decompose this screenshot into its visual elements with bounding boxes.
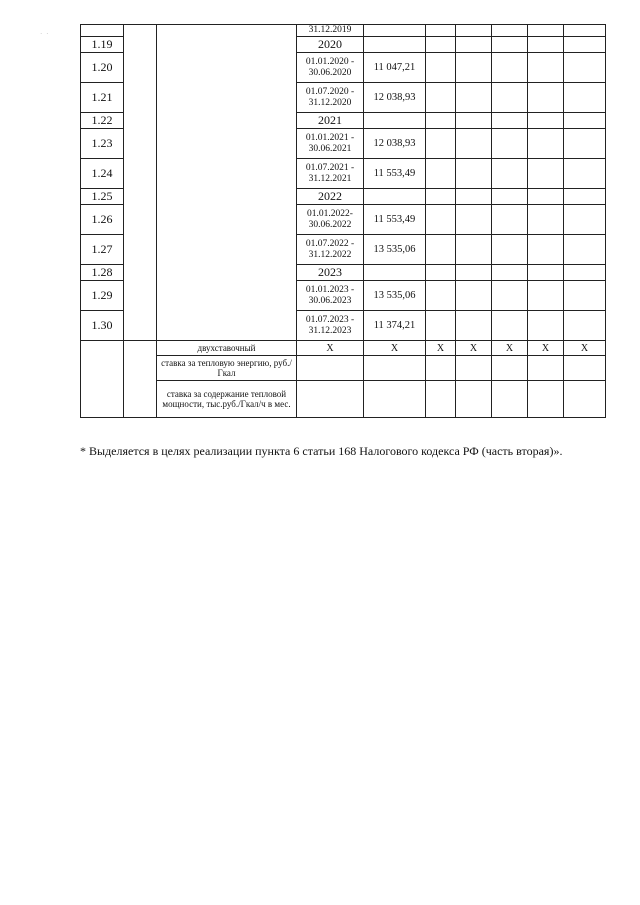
empty-cell <box>81 341 124 418</box>
empty-cell <box>564 189 606 205</box>
empty-cell <box>456 235 492 265</box>
empty-cell <box>492 265 528 281</box>
x-mark: X <box>426 341 456 356</box>
value-cell <box>364 37 426 53</box>
empty-cell <box>492 25 528 37</box>
value-cell: 11 553,49 <box>364 205 426 235</box>
empty-cell <box>456 311 492 341</box>
empty-cell <box>528 129 564 159</box>
footnote: * Выделяется в целях реализации пункта 6 статьи 168 Налогового кодекса РФ (часть вторая)». <box>80 444 563 458</box>
empty-cell <box>492 159 528 189</box>
x-mark: X <box>564 341 606 356</box>
period-cell: 01.01.2021 - 30.06.2021 <box>297 129 364 159</box>
empty-cell <box>492 189 528 205</box>
empty-cell <box>492 311 528 341</box>
empty-cell <box>456 53 492 83</box>
empty-cell <box>528 356 564 381</box>
empty-cell <box>528 113 564 129</box>
row-number: 1.21 <box>81 83 124 113</box>
row-number: 1.23 <box>81 129 124 159</box>
empty-cell <box>564 129 606 159</box>
empty-cell <box>456 129 492 159</box>
empty-cell <box>492 205 528 235</box>
empty-cell <box>492 53 528 83</box>
empty-cell <box>528 37 564 53</box>
period-cell: 01.01.2022- 30.06.2022 <box>297 205 364 235</box>
x-mark: X <box>297 341 364 356</box>
empty-cell <box>564 356 606 381</box>
empty-cell <box>426 83 456 113</box>
empty-cell <box>528 235 564 265</box>
x-mark: X <box>364 341 426 356</box>
empty-cell <box>426 129 456 159</box>
empty-cell <box>426 265 456 281</box>
value-cell: 13 535,06 <box>364 235 426 265</box>
empty-cell <box>456 356 492 381</box>
row-number: 1.30 <box>81 311 124 341</box>
x-mark: X <box>492 341 528 356</box>
row-number: 1.20 <box>81 53 124 83</box>
value-cell: 11 553,49 <box>364 159 426 189</box>
empty-cell <box>456 159 492 189</box>
empty-cell <box>426 37 456 53</box>
empty-cell <box>297 356 364 381</box>
empty-cell <box>528 265 564 281</box>
empty-cell <box>456 25 492 37</box>
period-cell: 01.01.2020 - 30.06.2020 <box>297 53 364 83</box>
value-cell <box>364 113 426 129</box>
empty-cell <box>456 381 492 418</box>
row-number: 1.27 <box>81 235 124 265</box>
empty-cell <box>456 281 492 311</box>
empty-cell <box>564 311 606 341</box>
rate-energy-label: ставка за тепловую энергию, руб./Гкал <box>157 356 297 381</box>
row-number: 1.29 <box>81 281 124 311</box>
empty-cell <box>492 281 528 311</box>
empty-cell <box>528 83 564 113</box>
two-rate-label: двухставочный <box>157 341 297 356</box>
value-cell: 11 047,21 <box>364 53 426 83</box>
period-cell: 01.07.2022 - 31.12.2022 <box>297 235 364 265</box>
empty-cell <box>528 53 564 83</box>
row-number: 1.22 <box>81 113 124 129</box>
empty-cell <box>528 159 564 189</box>
value-cell: 11 374,21 <box>364 311 426 341</box>
empty-cell <box>426 205 456 235</box>
tariff-table <box>80 24 606 418</box>
empty-cell <box>564 83 606 113</box>
value-cell <box>364 189 426 205</box>
empty-cell <box>492 381 528 418</box>
empty-cell <box>528 205 564 235</box>
empty-cell <box>564 113 606 129</box>
empty-cell <box>426 381 456 418</box>
empty-cell <box>564 37 606 53</box>
period-cell: 01.07.2020 - 31.12.2020 <box>297 83 364 113</box>
empty-cell <box>426 53 456 83</box>
empty-cell <box>564 159 606 189</box>
value-cell: 13 535,06 <box>364 281 426 311</box>
empty-cell <box>492 235 528 265</box>
empty-cell <box>124 25 157 341</box>
x-mark: X <box>456 341 492 356</box>
empty-cell <box>426 356 456 381</box>
row-number <box>81 25 124 37</box>
empty-cell <box>426 311 456 341</box>
row-number: 1.19 <box>81 37 124 53</box>
empty-cell <box>528 281 564 311</box>
period-cell: 31.12.2019 <box>297 25 364 37</box>
empty-cell <box>564 25 606 37</box>
value-cell: 12 038,93 <box>364 83 426 113</box>
empty-cell <box>492 83 528 113</box>
empty-cell <box>426 235 456 265</box>
year-cell: 2021 <box>297 113 364 129</box>
period-cell: 01.07.2021 - 31.12.2021 <box>297 159 364 189</box>
year-cell: 2022 <box>297 189 364 205</box>
empty-cell <box>456 265 492 281</box>
table-row <box>81 381 606 418</box>
empty-cell <box>564 381 606 418</box>
empty-cell <box>528 381 564 418</box>
table-row <box>81 341 606 356</box>
empty-cell <box>426 159 456 189</box>
empty-cell <box>564 265 606 281</box>
x-mark: X <box>528 341 564 356</box>
value-cell <box>364 25 426 37</box>
empty-cell <box>528 311 564 341</box>
row-number: 1.25 <box>81 189 124 205</box>
table-row <box>81 356 606 381</box>
row-number: 1.28 <box>81 265 124 281</box>
empty-cell <box>426 113 456 129</box>
empty-cell <box>492 113 528 129</box>
empty-cell <box>456 37 492 53</box>
empty-cell <box>528 25 564 37</box>
empty-cell <box>456 83 492 113</box>
empty-cell <box>157 25 297 341</box>
scan-mark: · · <box>40 30 50 38</box>
year-cell: 2023 <box>297 265 364 281</box>
empty-cell <box>564 205 606 235</box>
period-cell: 01.01.2023 - 30.06.2023 <box>297 281 364 311</box>
empty-cell <box>564 53 606 83</box>
value-cell <box>364 265 426 281</box>
empty-cell <box>456 189 492 205</box>
empty-cell <box>426 25 456 37</box>
empty-cell <box>124 341 157 418</box>
empty-cell <box>564 281 606 311</box>
empty-cell <box>426 281 456 311</box>
table-row <box>81 25 606 37</box>
empty-cell <box>456 205 492 235</box>
empty-cell <box>426 189 456 205</box>
empty-cell <box>456 113 492 129</box>
empty-cell <box>492 356 528 381</box>
year-cell: 2020 <box>297 37 364 53</box>
empty-cell <box>364 381 426 418</box>
empty-cell <box>492 129 528 159</box>
period-cell: 01.07.2023 - 31.12.2023 <box>297 311 364 341</box>
rate-capacity-label: ставка за содержание тепловой мощности, тыс.руб./Гкал/ч в мес. <box>157 381 297 418</box>
value-cell: 12 038,93 <box>364 129 426 159</box>
empty-cell <box>528 189 564 205</box>
row-number: 1.24 <box>81 159 124 189</box>
tariff-table-body <box>81 25 606 418</box>
row-number: 1.26 <box>81 205 124 235</box>
empty-cell <box>564 235 606 265</box>
empty-cell <box>297 381 364 418</box>
empty-cell <box>364 356 426 381</box>
empty-cell <box>492 37 528 53</box>
